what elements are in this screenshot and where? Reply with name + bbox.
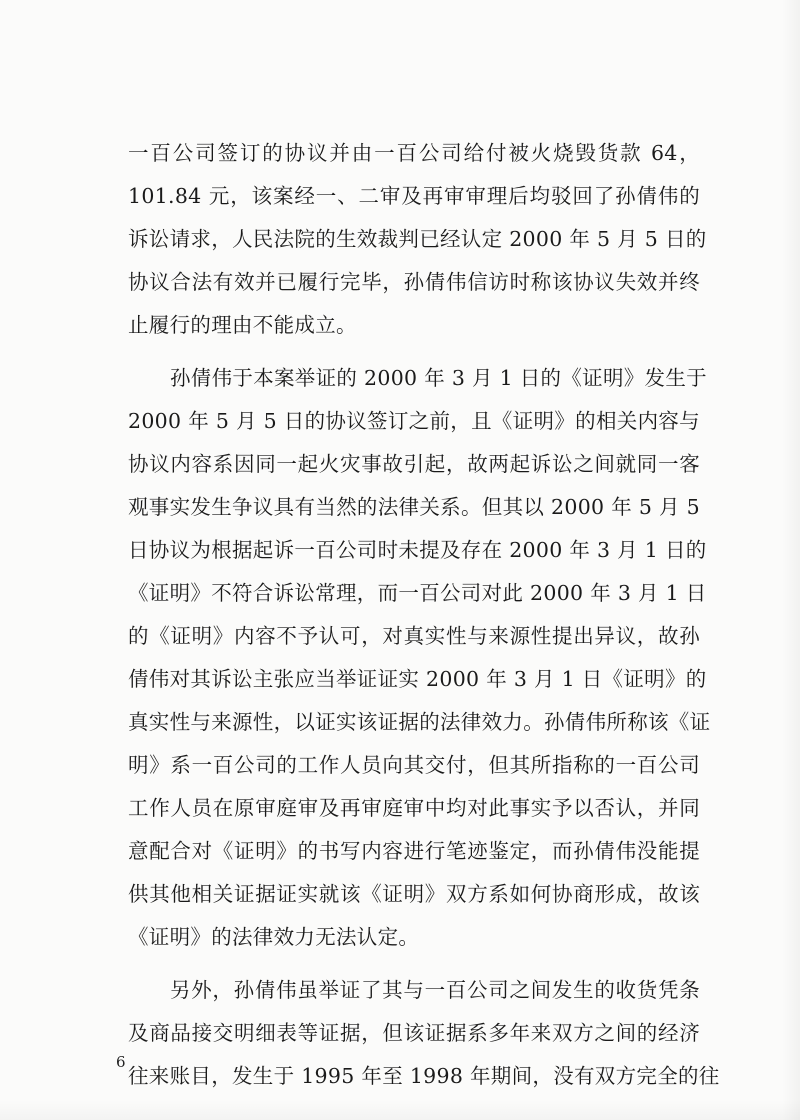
paragraph-2 <box>128 357 711 959</box>
paragraph-3 <box>128 969 720 1098</box>
scan-shadow <box>0 1100 800 1120</box>
text-line: 诉讼请求，人民法院的生效裁判已经认定 2000 年 5 月 5 日的 <box>128 227 707 251</box>
text-line: 《证明》不符合诉讼常理，而一百公司对此 2000 年 3 月 1 日 <box>128 581 707 605</box>
text-line: 供其他相关证据证实就该《证明》双方系如何协商形成，故该 <box>128 882 700 906</box>
text-line: 2000 年 5 月 5 日的协议签订之前，且《证明》的相关内容与 <box>128 409 700 433</box>
text-line: 明》系一百公司的工作人员向其交付，但其所指称的一百公司 <box>128 753 700 777</box>
text-line: 孙倩伟于本案举证的 2000 年 3 月 1 日的《证明》发生于 <box>170 366 707 390</box>
scan-shadow <box>782 0 800 1120</box>
text-line: 工作人员在原审庭审及再审庭审中均对此事实予以否认，并同 <box>128 796 700 820</box>
body-text <box>128 132 720 1098</box>
text-line: 协议内容系因同一起火灾事故引起，故两起诉讼之间就同一客 <box>128 452 700 476</box>
text-line: 《证明》的法律效力无法认定。 <box>128 925 420 949</box>
text-line: 及商品接交明细表等证据，但该证据系多年来双方之间的经济 <box>128 1021 700 1045</box>
page-number: 6 <box>116 1053 126 1071</box>
text-line: 观事实发生争议具有当然的法律关系。但其以 2000 年 5 月 5 <box>128 495 700 519</box>
text-line: 101.84 元，该案经一、二审及再审审理后均驳回了孙倩伟的 <box>128 184 700 208</box>
text-line: 协议合法有效并已履行完毕，孙倩伟信访时称该协议失效并终 <box>128 270 700 294</box>
text-line: 意配合对《证明》的书写内容进行笔迹鉴定，而孙倩伟没能提 <box>128 839 700 863</box>
text-line: 一百公司签订的协议并由一百公司给付被火烧毁货款 64， <box>128 141 700 165</box>
text-line: 真实性与来源性，以证实该证据的法律效力。孙倩伟所称该《证 <box>128 710 711 734</box>
text-line: 止履行的理由不能成立。 <box>128 313 357 337</box>
paragraph-1 <box>128 132 707 347</box>
text-line: 另外，孙倩伟虽举证了其与一百公司之间发生的收货凭条 <box>170 978 700 1002</box>
text-line: 往来账目，发生于 1995 年至 1998 年期间，没有双方完全的往 <box>128 1064 720 1088</box>
text-line: 的《证明》内容不予认可，对真实性与来源性提出异议，故孙 <box>128 624 700 648</box>
text-line: 倩伟对其诉讼主张应当举证证实 2000 年 3 月 1 日《证明》的 <box>128 667 707 691</box>
text-line: 日协议为根据起诉一百公司时未提及存在 2000 年 3 月 1 日的 <box>128 538 707 562</box>
